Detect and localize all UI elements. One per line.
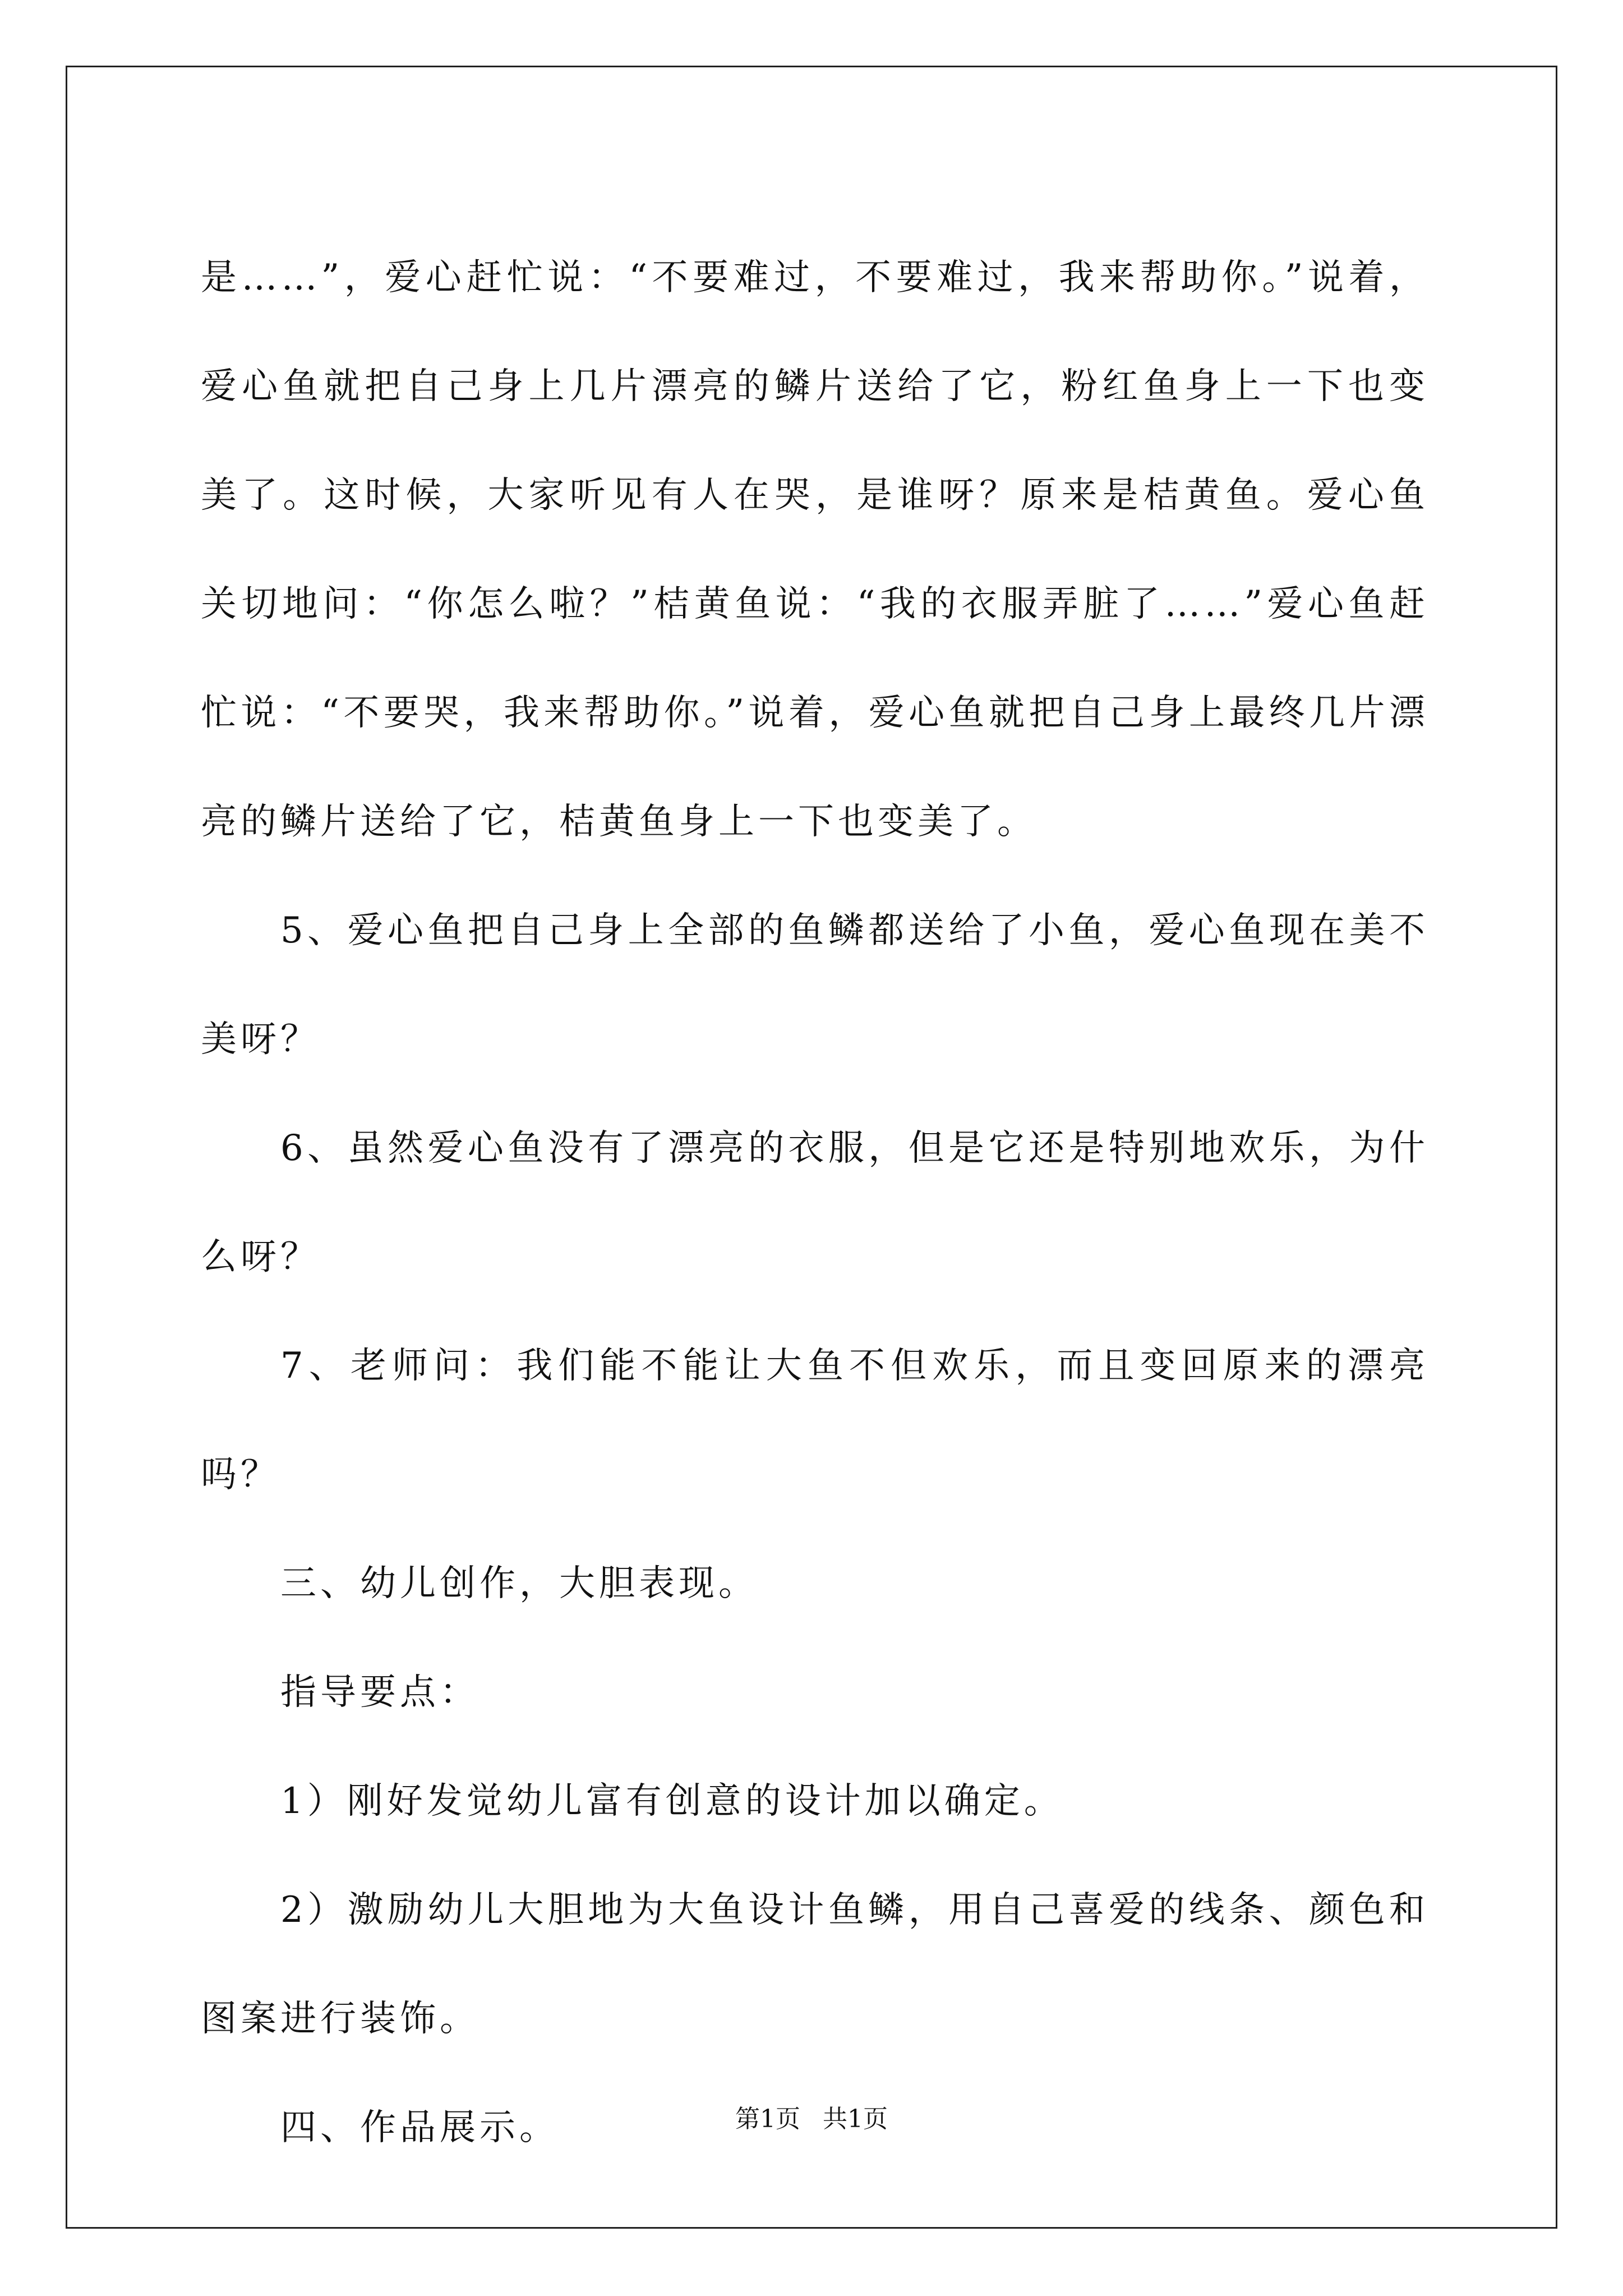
document-body — [201, 223, 1429, 2182]
paragraph-question-7: 7、老师问：我们能不能让大鱼不但欢乐，而且变回原来的漂亮吗？ — [201, 1345, 1429, 1496]
paragraph-story-continuation: 是……”，爱心赶忙说：“不要难过，不要难过，我来帮助你。”说着，爱心鱼就把自己身上几片漂亮的鳞片送给了它，粉红鱼身上一下也变美了。这时候，大家听见有人在哭，是谁呀？原来是桔黄鱼。爱心鱼关切地问：“你怎么啦？”桔黄鱼说：“我的衣服弄脏了……”爱心鱼赶忙说：“不要哭，我来帮助你。”说着，爱心鱼就把自己身上最终几片漂亮的鳞片送给了它，桔黄鱼身上一下也变美了。 — [201, 257, 1429, 843]
page-total: 共1页 — [823, 2105, 888, 2133]
guidance-heading: 指导要点： — [280, 1672, 479, 1713]
page-footer — [0, 2102, 1623, 2136]
paragraph-question-6: 6、虽然爱心鱼没有了漂亮的衣服，但是它还是特别地欢乐，为什么呀？ — [201, 1128, 1429, 1278]
guidance-point-2: 2）激励幼儿大胆地为大鱼设计鱼鳞，用自己喜爱的线条、颜色和图案进行装饰。 — [201, 1889, 1429, 2040]
section-heading-creation: 三、幼儿创作，大胆表现。 — [280, 1563, 758, 1604]
guidance-point-1: 1）刚好发觉幼儿富有创意的设计加以确定。 — [280, 1780, 1064, 1822]
page-number: 第1页 — [735, 2105, 800, 2133]
section-heading-showcase: 四、作品展示。 — [280, 2107, 559, 2148]
paragraph-question-5: 5、爱心鱼把自己身上全部的鱼鳞都送给了小鱼，爱心鱼现在美不美呀？ — [201, 910, 1429, 1060]
